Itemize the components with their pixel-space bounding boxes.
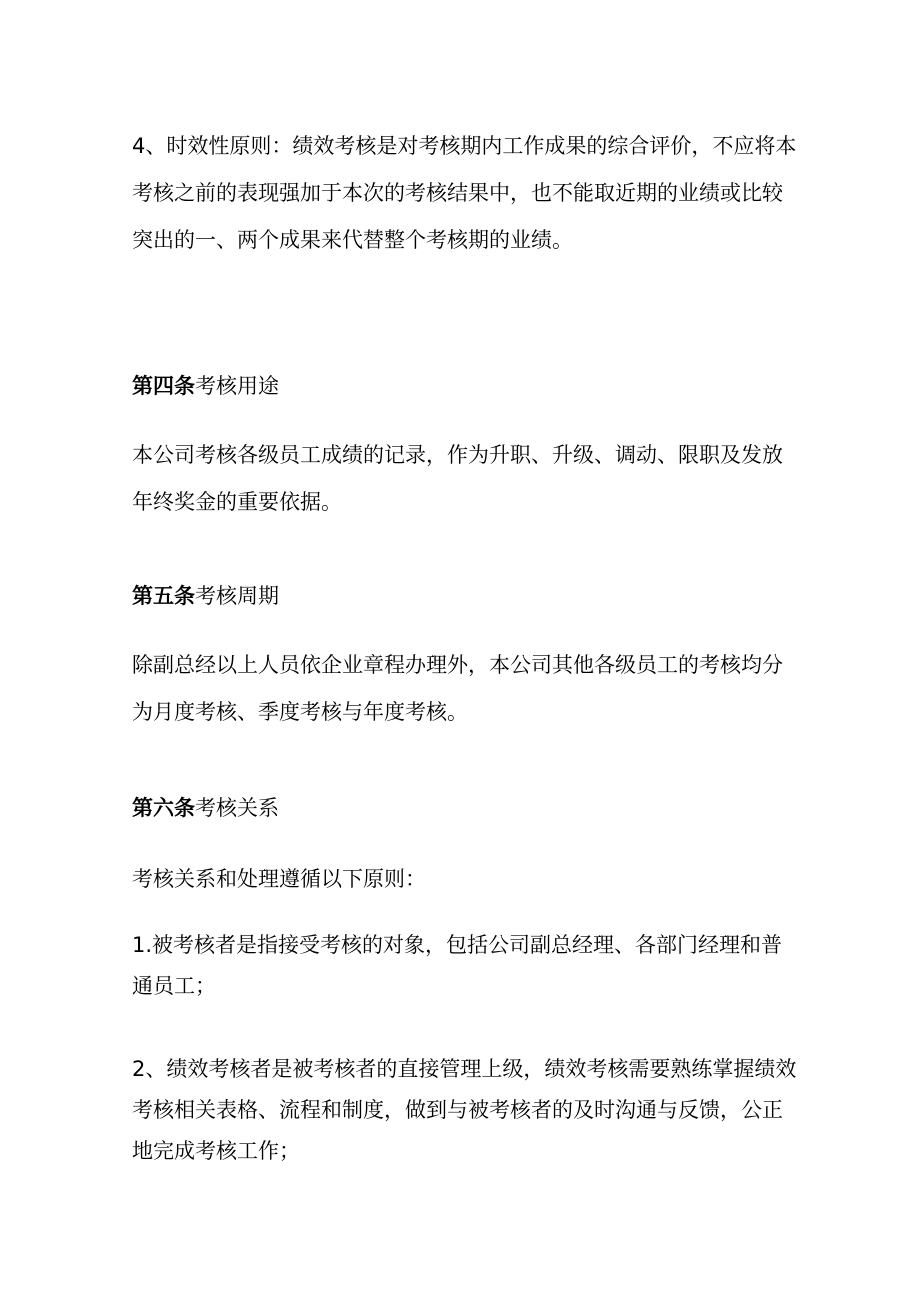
- article-6-heading: [132, 793, 797, 823]
- article-5-number: 第五条: [132, 584, 195, 608]
- article-4-number: 第四条: [132, 374, 195, 398]
- article-5-body: 除副总经以上人员依企业章程办理外，本公司其他各级员工的考核均分为月度考核、季度考核与年度考核。: [132, 653, 783, 724]
- article-6-title: 考核关系: [195, 796, 279, 820]
- article-4-title: 考核用途: [195, 374, 279, 398]
- article-6-item-1: 1.被考核者是指接受考核的对象，包括公司副总经理、各部门经理和普通员工；: [132, 933, 783, 998]
- article-4-body: 本公司考核各级员工成绩的记录，作为升职、升级、调动、限职及发放年终奖金的重要依据。: [132, 443, 783, 514]
- article-5-title: 考核周期: [195, 584, 279, 608]
- paragraph-timeliness-principle: 4、时效性原则：绩效考核是对考核期内工作成果的综合评价，不应将本考核之前的表现强加于本次的考核结果中，也不能取近期的业绩或比较突出的一、两个成果来代替整个考核期的业绩。: [132, 134, 797, 252]
- article-6-item-2: 2、绩效考核者是被考核者的直接管理上级，绩效考核需要熟练掌握绩效考核相关表格、流程和制度，做到与被考核者的及时沟通与反馈，公正地完成考核工作；: [132, 1057, 797, 1163]
- article-6-intro: 考核关系和处理遵循以下原则：: [132, 867, 426, 891]
- article-4-heading: [132, 371, 797, 401]
- article-6-number: 第六条: [132, 796, 195, 820]
- article-5-heading: [132, 581, 797, 611]
